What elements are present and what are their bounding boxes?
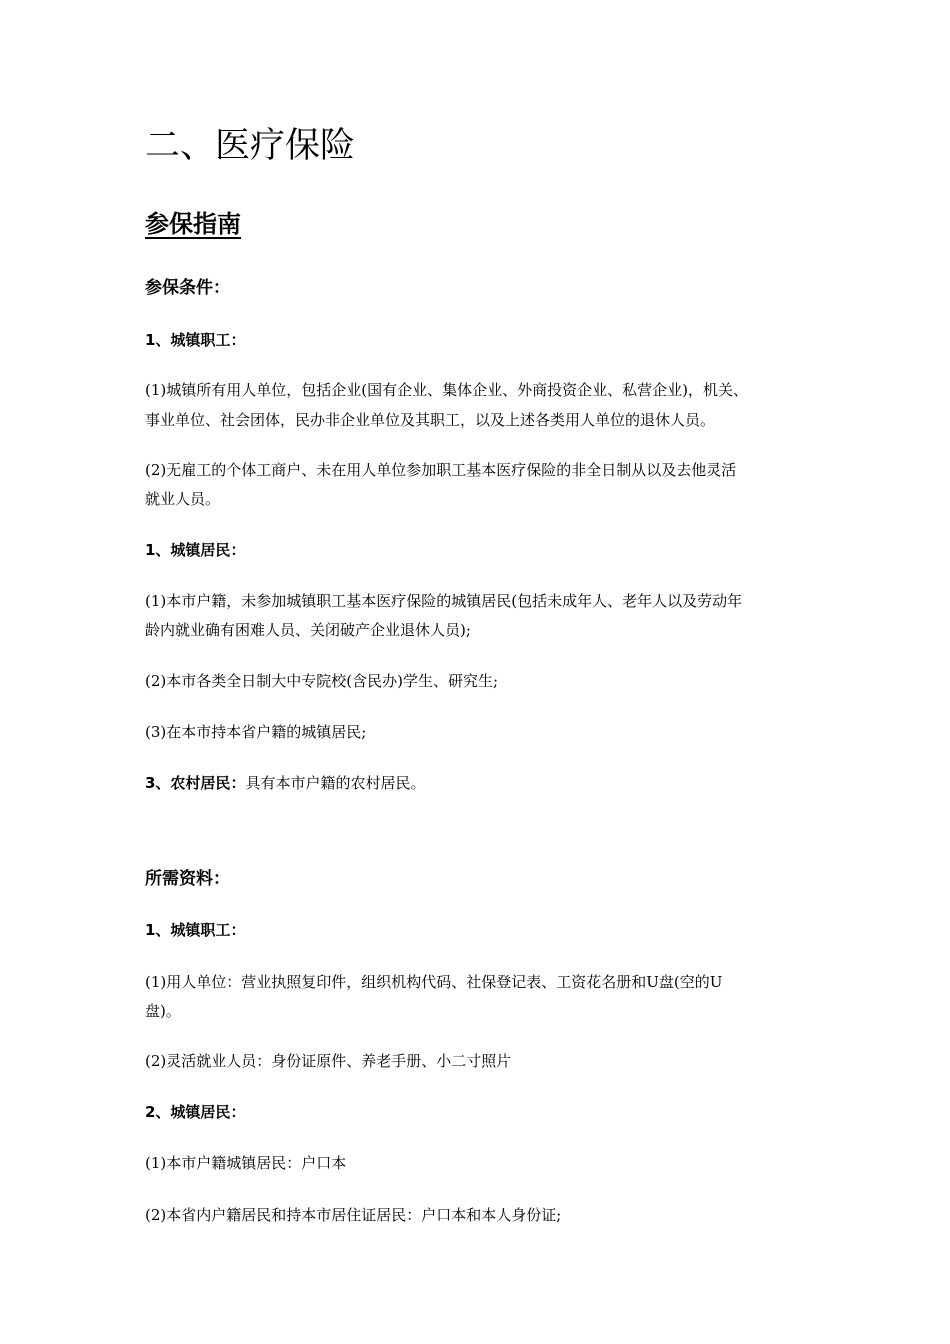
conditions-urban-residents-item1-line1: (1)本市户籍，未参加城镇职工基本医疗保险的城镇居民(包括未成年人、老年人以及劳动年 — [145, 592, 743, 610]
required-materials-heading: 所需资料： — [145, 869, 230, 889]
enrollment-conditions-heading: 参保条件： — [145, 278, 230, 298]
materials-urban-residents-item2: (2)本省内户籍居民和持本市居住证居民：户口本和本人身份证; — [145, 1206, 562, 1224]
conditions-rural-residents — [145, 768, 810, 798]
materials-urban-employees-heading: 1、城镇职工： — [145, 921, 246, 939]
conditions-rural-residents-text: 具有本市户籍的农村居民。 — [245, 774, 426, 792]
materials-urban-employees-item1-line2: 盘)。 — [145, 1002, 181, 1020]
conditions-urban-employees-item2-line1: (2)无雇工的个体工商户、未在用人单位参加职工基本医疗保险的非全日制从以及去他灵活 — [145, 461, 737, 479]
conditions-urban-residents-item3: (3)在本市持本省户籍的城镇居民; — [145, 723, 367, 741]
section-heading: 参保指南 — [145, 210, 241, 238]
materials-urban-residents-heading: 2、城镇居民： — [145, 1103, 246, 1121]
materials-urban-residents-item1: (1)本市户籍城镇居民：户口本 — [145, 1154, 347, 1172]
conditions-urban-employees-item1-line1: (1)城镇所有用人单位，包括企业(国有企业、集体企业、外商投资企业、私营企业)，机关、 — [145, 381, 748, 399]
conditions-urban-employees-heading: 1、城镇职工： — [145, 331, 246, 349]
materials-urban-employees-item2: (2)灵活就业人员：身份证原件、养老手册、小二寸照片 — [145, 1052, 512, 1070]
conditions-urban-residents-heading: 1、城镇居民： — [145, 541, 246, 559]
conditions-urban-residents-item1-line2: 龄内就业确有困难人员、关闭破产企业退休人员); — [145, 621, 471, 639]
conditions-urban-residents-item2: (2)本市各类全日制大中专院校(含民办)学生、研究生; — [145, 672, 499, 690]
conditions-urban-employees-item2-line2: 就业人员。 — [145, 490, 221, 508]
document-title: 二、医疗保险 — [145, 126, 356, 166]
conditions-urban-employees-item1-line2: 事业单位、社会团体，民办非企业单位及其职工，以及上述各类用人单位的退休人员。 — [145, 411, 716, 429]
conditions-rural-residents-heading: 3、农村居民： — [145, 774, 246, 792]
materials-urban-employees-item1-line1: (1)用人单位：营业执照复印件，组织机构代码、社保登记表、工资花名册和U盘(空的U — [145, 973, 723, 991]
